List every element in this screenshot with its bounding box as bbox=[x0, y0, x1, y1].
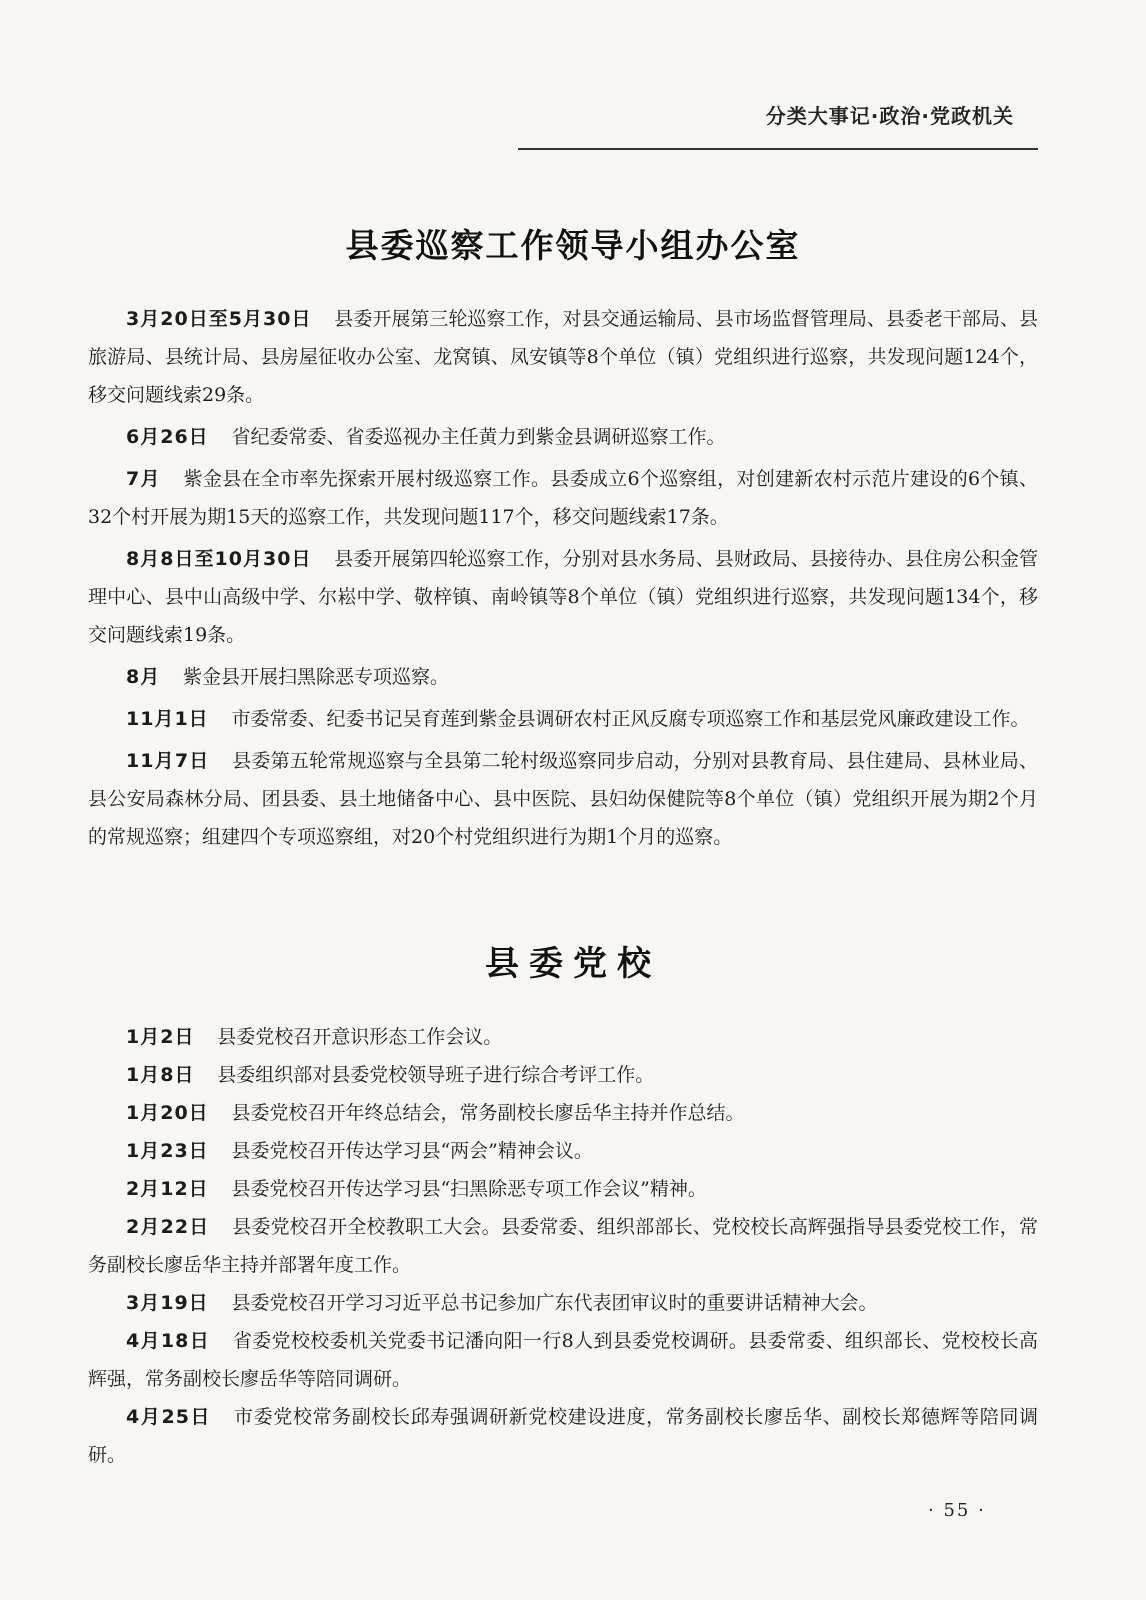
entry-date: 4月18日 bbox=[126, 1330, 211, 1352]
running-head: 分类大事记·政治·党政机关 bbox=[765, 104, 1014, 128]
list-item bbox=[88, 1094, 1038, 1132]
entry-date: 2月22日 bbox=[126, 1216, 210, 1238]
entry-text: 县委党校召开学习习近平总书记参加广东代表团审议时的重要讲话精神大会。 bbox=[231, 1292, 878, 1314]
entry-list bbox=[88, 300, 1038, 860]
entry-text: 县委第五轮常规巡察与全县第二轮村级巡察同步启动，分别对县教育局、县住建局、县林业局、县公安局森林分局、团县委、县土地储备中心、县中医院、县妇幼保健院等8个单位（镇）党组织开展为期2个月的常规巡察；组建四个专项巡察组，对20个村党组织进行为期1个月的巡察。 bbox=[88, 750, 1038, 848]
entry-date: 8月8日至10月30日 bbox=[126, 548, 312, 570]
entry-text: 县委党校召开意识形态工作会议。 bbox=[217, 1026, 503, 1048]
entry-date: 1月20日 bbox=[126, 1102, 209, 1124]
page-number: · 55 · bbox=[928, 1500, 986, 1521]
list-item bbox=[88, 1132, 1038, 1170]
list-item bbox=[88, 1284, 1038, 1322]
list-item bbox=[88, 1018, 1038, 1056]
entry-text: 紫金县开展扫黑除恶专项巡察。 bbox=[183, 666, 450, 688]
entry-date: 1月23日 bbox=[126, 1140, 209, 1162]
entry-list bbox=[88, 1018, 1038, 1474]
list-item bbox=[88, 1322, 1038, 1398]
list-item bbox=[88, 540, 1038, 654]
entry-text: 省纪委常委、省委巡视办主任黄力到紫金县调研巡察工作。 bbox=[231, 426, 726, 448]
entry-date: 11月7日 bbox=[126, 750, 210, 772]
list-item bbox=[88, 1398, 1038, 1474]
entry-text: 市委常委、纪委书记吴育莲到紫金县调研农村正风反腐专项巡察工作和基层党风廉政建设工作。 bbox=[231, 708, 1030, 730]
list-item bbox=[88, 742, 1038, 856]
list-item bbox=[88, 300, 1038, 414]
list-item bbox=[88, 700, 1038, 738]
entry-date: 3月20日至5月30日 bbox=[126, 308, 312, 330]
entry-date: 4月25日 bbox=[126, 1406, 212, 1428]
list-item bbox=[88, 1170, 1038, 1208]
entry-date: 8月 bbox=[126, 666, 161, 688]
entry-text: 市委党校常务副校长邱寿强调研新党校建设进度，常务副校长廖岳华、副校长郑德辉等陪同调研。 bbox=[88, 1406, 1038, 1466]
entry-date: 3月19日 bbox=[126, 1292, 209, 1314]
entry-text: 县委开展第三轮巡察工作，对县交通运输局、县市场监督管理局、县委老干部局、县旅游局、县统计局、县房屋征收办公室、龙窝镇、凤安镇等8个单位（镇）党组织进行巡察，共发现问题124个，移交问题线索29条。 bbox=[88, 308, 1038, 406]
entry-text: 县委党校召开传达学习县“两会”精神会议。 bbox=[231, 1140, 593, 1162]
list-item bbox=[88, 1056, 1038, 1094]
entry-text: 紫金县在全市率先探索开展村级巡察工作。县委成立6个巡察组，对创建新农村示范片建设的6个镇、32个村开展为期15天的巡察工作，共发现问题117个，移交问题线索17条。 bbox=[88, 468, 1038, 528]
entry-text: 县委开展第四轮巡察工作，分别对县水务局、县财政局、县接待办、县住房公积金管理中心、县中山高级中学、尔崧中学、敬梓镇、南岭镇等8个单位（镇）党组织进行巡察，共发现问题134个，移交问题线索19条。 bbox=[88, 548, 1038, 646]
section-title: 县委党校 bbox=[485, 944, 661, 984]
header-rule bbox=[518, 148, 1038, 150]
entry-text: 省委党校校委机关党委书记潘向阳一行8人到县委党校调研。县委常委、组织部长、党校校长高辉强，常务副校长廖岳华等陪同调研。 bbox=[88, 1330, 1038, 1390]
entry-date: 6月26日 bbox=[126, 426, 209, 448]
entry-date: 2月12日 bbox=[126, 1178, 209, 1200]
entry-text: 县委党校召开传达学习县“扫黑除恶专项工作会议”精神。 bbox=[231, 1178, 707, 1200]
entry-date: 7月 bbox=[126, 468, 161, 490]
entry-text: 县委组织部对县委党校领导班子进行综合考评工作。 bbox=[217, 1064, 655, 1086]
list-item bbox=[88, 460, 1038, 536]
entry-date: 11月1日 bbox=[126, 708, 209, 730]
entry-text: 县委党校召开年终总结会，常务副校长廖岳华主持并作总结。 bbox=[231, 1102, 745, 1124]
section-title: 县委巡察工作领导小组办公室 bbox=[345, 226, 801, 265]
entry-date: 1月8日 bbox=[126, 1064, 195, 1086]
list-item bbox=[88, 418, 1038, 456]
entry-text: 县委党校召开全校教职工大会。县委常委、组织部部长、党校校长高辉强指导县委党校工作，常务副校长廖岳华主持并部署年度工作。 bbox=[88, 1216, 1038, 1276]
list-item bbox=[88, 658, 1038, 696]
entry-date: 1月2日 bbox=[126, 1026, 195, 1048]
list-item bbox=[88, 1208, 1038, 1284]
